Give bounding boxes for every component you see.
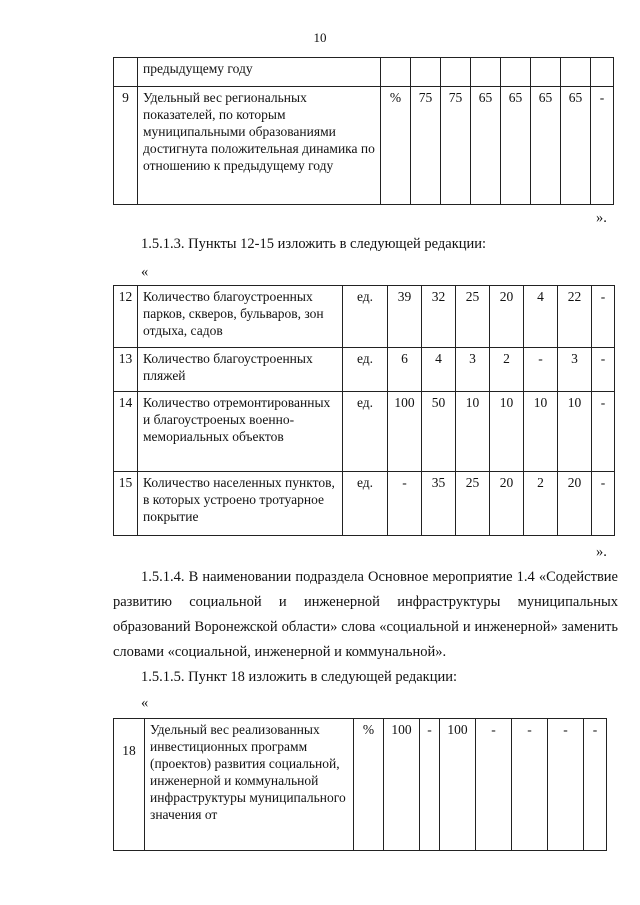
indicator-name: Количество благоустроенных парков, скверов, бульваров, зон отдыха, садов	[138, 286, 343, 348]
table-row	[114, 472, 615, 536]
table-row	[114, 348, 615, 392]
value-cell: 75	[441, 87, 471, 205]
value-cell: -	[592, 392, 615, 472]
value-cell: 32	[422, 286, 456, 348]
value-cell: 20	[490, 286, 524, 348]
value-cell: 65	[531, 87, 561, 205]
value-cell: 4	[422, 348, 456, 392]
unit-cell: %	[354, 719, 384, 851]
value-cell: 65	[501, 87, 531, 205]
value-cell: 75	[411, 87, 441, 205]
unit-cell: ед.	[343, 286, 388, 348]
unit-cell: ед.	[343, 348, 388, 392]
value-cell	[561, 58, 591, 87]
paragraph-1-5-1-5: 1.5.1.5. Пункт 18 изложить в следующей редакции:	[141, 669, 458, 685]
indicator-name: Количество благоустроенных пляжей	[138, 348, 343, 392]
value-cell: 6	[388, 348, 422, 392]
value-cell: 100	[384, 719, 420, 851]
value-cell: 100	[440, 719, 476, 851]
value-cell	[531, 58, 561, 87]
row-number: 18	[114, 719, 145, 851]
value-cell: 65	[561, 87, 591, 205]
value-cell: -	[512, 719, 548, 851]
row-number: 14	[114, 392, 138, 472]
table-row	[114, 392, 615, 472]
indicator-name: Количество населенных пунктов, в которых устроено тротуарное покрытие	[138, 472, 343, 536]
value-cell: 10	[558, 392, 592, 472]
indicator-name: предыдущему году	[138, 58, 381, 87]
value-cell: 20	[490, 472, 524, 536]
value-cell: 10	[524, 392, 558, 472]
row-number: 12	[114, 286, 138, 348]
value-cell: -	[476, 719, 512, 851]
value-cell: 20	[558, 472, 592, 536]
closing-quote: ».	[596, 544, 607, 560]
value-cell	[591, 58, 614, 87]
row-number: 15	[114, 472, 138, 536]
page-number: 10	[313, 30, 327, 45]
table-row	[114, 87, 614, 205]
indicators-table-2	[113, 285, 615, 536]
indicator-name: Удельный вес реализованных инвестиционных программ (проектов) развития социальной, инженерной и коммунальной инфраструктуры муниципального значения от	[145, 719, 354, 851]
value-cell: 10	[490, 392, 524, 472]
indicators-table-1	[113, 57, 614, 205]
value-cell: -	[584, 719, 607, 851]
indicators-table-3	[113, 718, 607, 851]
value-cell: 25	[456, 286, 490, 348]
value-cell	[441, 58, 471, 87]
paragraph-text: 1.5.1.4. В наименовании подраздела Основное мероприятие 1.4 «Содействие развитию социальной и инженерной инфраструктуры муниципальных образований Воронежской области» слова «социальной и инженерной» заменить словами «социальной, инженерной и коммунальной».	[113, 569, 618, 660]
closing-quote: ».	[596, 210, 607, 226]
value-cell: 39	[388, 286, 422, 348]
value-cell: 10	[456, 392, 490, 472]
value-cell: 100	[388, 392, 422, 472]
value-cell: -	[420, 719, 440, 851]
opening-quote: «	[141, 695, 149, 711]
table-row	[114, 286, 615, 348]
opening-quote: «	[141, 264, 149, 280]
value-cell: -	[591, 87, 614, 205]
value-cell	[501, 58, 531, 87]
indicator-name: Количество отремонтированных и благоустроеных военно-мемориальных объектов	[138, 392, 343, 472]
value-cell: 4	[524, 286, 558, 348]
unit-cell: ед.	[343, 392, 388, 472]
unit-cell	[381, 58, 411, 87]
value-cell: 25	[456, 472, 490, 536]
value-cell: -	[548, 719, 584, 851]
row-number	[114, 58, 138, 87]
table-row	[114, 719, 607, 851]
row-number: 9	[114, 87, 138, 205]
paragraph-1-5-1-3: 1.5.1.3. Пункты 12-15 изложить в следующей редакции:	[141, 236, 487, 252]
value-cell: 3	[558, 348, 592, 392]
value-cell: -	[524, 348, 558, 392]
table-row	[114, 58, 614, 87]
row-number: 13	[114, 348, 138, 392]
value-cell	[411, 58, 441, 87]
indicator-name: Удельный вес региональных показателей, по которым муниципальными образованиями достигнута положительная динамика по отношению к предыдущему году	[138, 87, 381, 205]
unit-cell: %	[381, 87, 411, 205]
value-cell: -	[592, 472, 615, 536]
value-cell	[471, 58, 501, 87]
value-cell: 65	[471, 87, 501, 205]
value-cell: -	[388, 472, 422, 536]
value-cell: 2	[524, 472, 558, 536]
value-cell: 35	[422, 472, 456, 536]
value-cell: -	[592, 348, 615, 392]
value-cell: 22	[558, 286, 592, 348]
value-cell: -	[592, 286, 615, 348]
value-cell: 50	[422, 392, 456, 472]
value-cell: 3	[456, 348, 490, 392]
paragraph-1-5-1-4	[113, 565, 618, 665]
unit-cell: ед.	[343, 472, 388, 536]
value-cell: 2	[490, 348, 524, 392]
